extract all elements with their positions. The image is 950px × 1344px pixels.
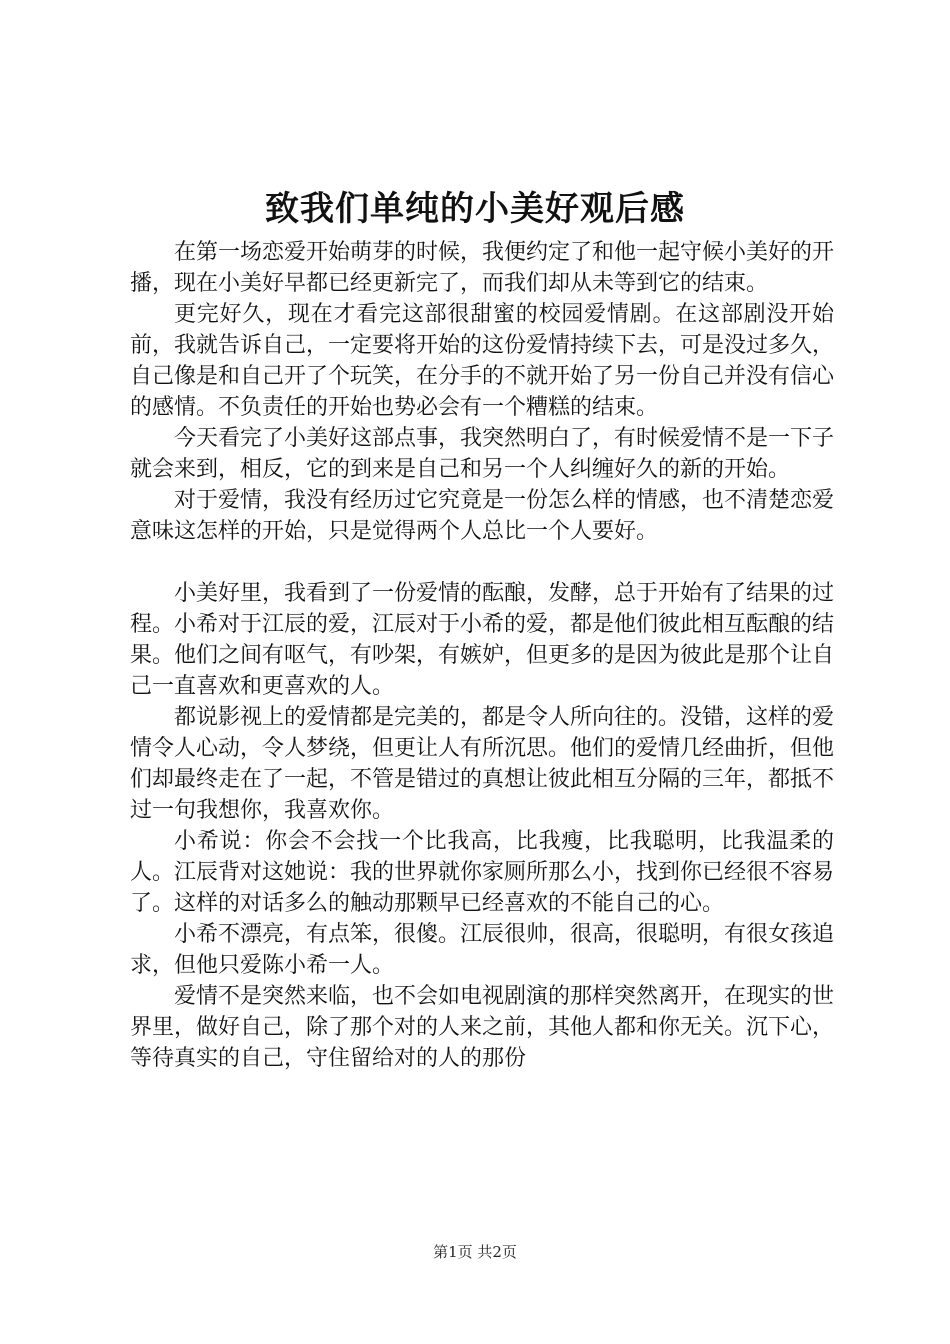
paragraph: 小美好里，我看到了一份爱情的酝酿，发酵，总于开始有了结果的过程。小希对于江辰的爱，江辰对于小希的爱，都是他们彼此相互酝酿的结果。他们之间有呕气，有吵架，有嫉妒，但更多的是因为彼此是那个让自己一直喜欢和更喜欢的人。: [130, 581, 835, 699]
paragraph: 今天看完了小美好这部点事，我突然明白了，有时候爱情不是一下子就会来到，相反，它的到来是自己和另一个人纠缠好久的新的开始。: [130, 426, 835, 482]
paragraph: 小希说：你会不会找一个比我高，比我瘦，比我聪明，比我温柔的人。江辰背对这她说：我的世界就你家厕所那么小，找到你已经很不容易了。这样的对话多么的触动那颗早已经喜欢的不能自己的心。: [130, 829, 835, 916]
paragraph: 爱情不是突然来临，也不会如电视剧演的那样突然离开，在现实的世界里，做好自己，除了那个对的人来之前，其他人都和你无关。沉下心，等待真实的自己，守住留给对的人的那份: [130, 984, 835, 1071]
paragraph: 都说影视上的爱情都是完美的，都是令人所向往的。没错，这样的爱情令人心动，令人梦绕，但更让人有所沉思。他们的爱情几经曲折，但他们却最终走在了一起，不管是错过的真想让彼此相互分隔的三年，都抵不过一句我想你，我喜欢你。: [130, 705, 835, 823]
paragraph: 小希不漂亮，有点笨，很傻。江辰很帅，很高，很聪明，有很女孩追求，但他只爱陈小希一人。: [130, 922, 835, 978]
document-title: 致我们单纯的小美好观后感: [265, 189, 685, 229]
document-body: [130, 237, 834, 1074]
paragraph: 更完好久，现在才看完这部很甜蜜的校园爱情剧。在这部剧没开始前，我就告诉自己，一定要将开始的这份爱情持续下去，可是没过多久，自己像是和自己开了个玩笑，在分手的不就开始了另一份自己并没有信心的感情。不负责任的开始也势必会有一个糟糕的结束。: [130, 302, 835, 420]
page-footer: [0, 1241, 950, 1263]
page-indicator: 第1页 共2页: [433, 1243, 517, 1261]
paragraph: 对于爱情，我没有经历过它究竟是一份怎么样的情感，也不清楚恋爱意味这怎样的开始，只是觉得两个人总比一个人要好。: [130, 488, 835, 544]
paragraph: 在第一场恋爱开始萌芽的时候，我便约定了和他一起守候小美好的开播，现在小美好早都已经更新完了，而我们却从未等到它的结束。: [130, 240, 835, 296]
